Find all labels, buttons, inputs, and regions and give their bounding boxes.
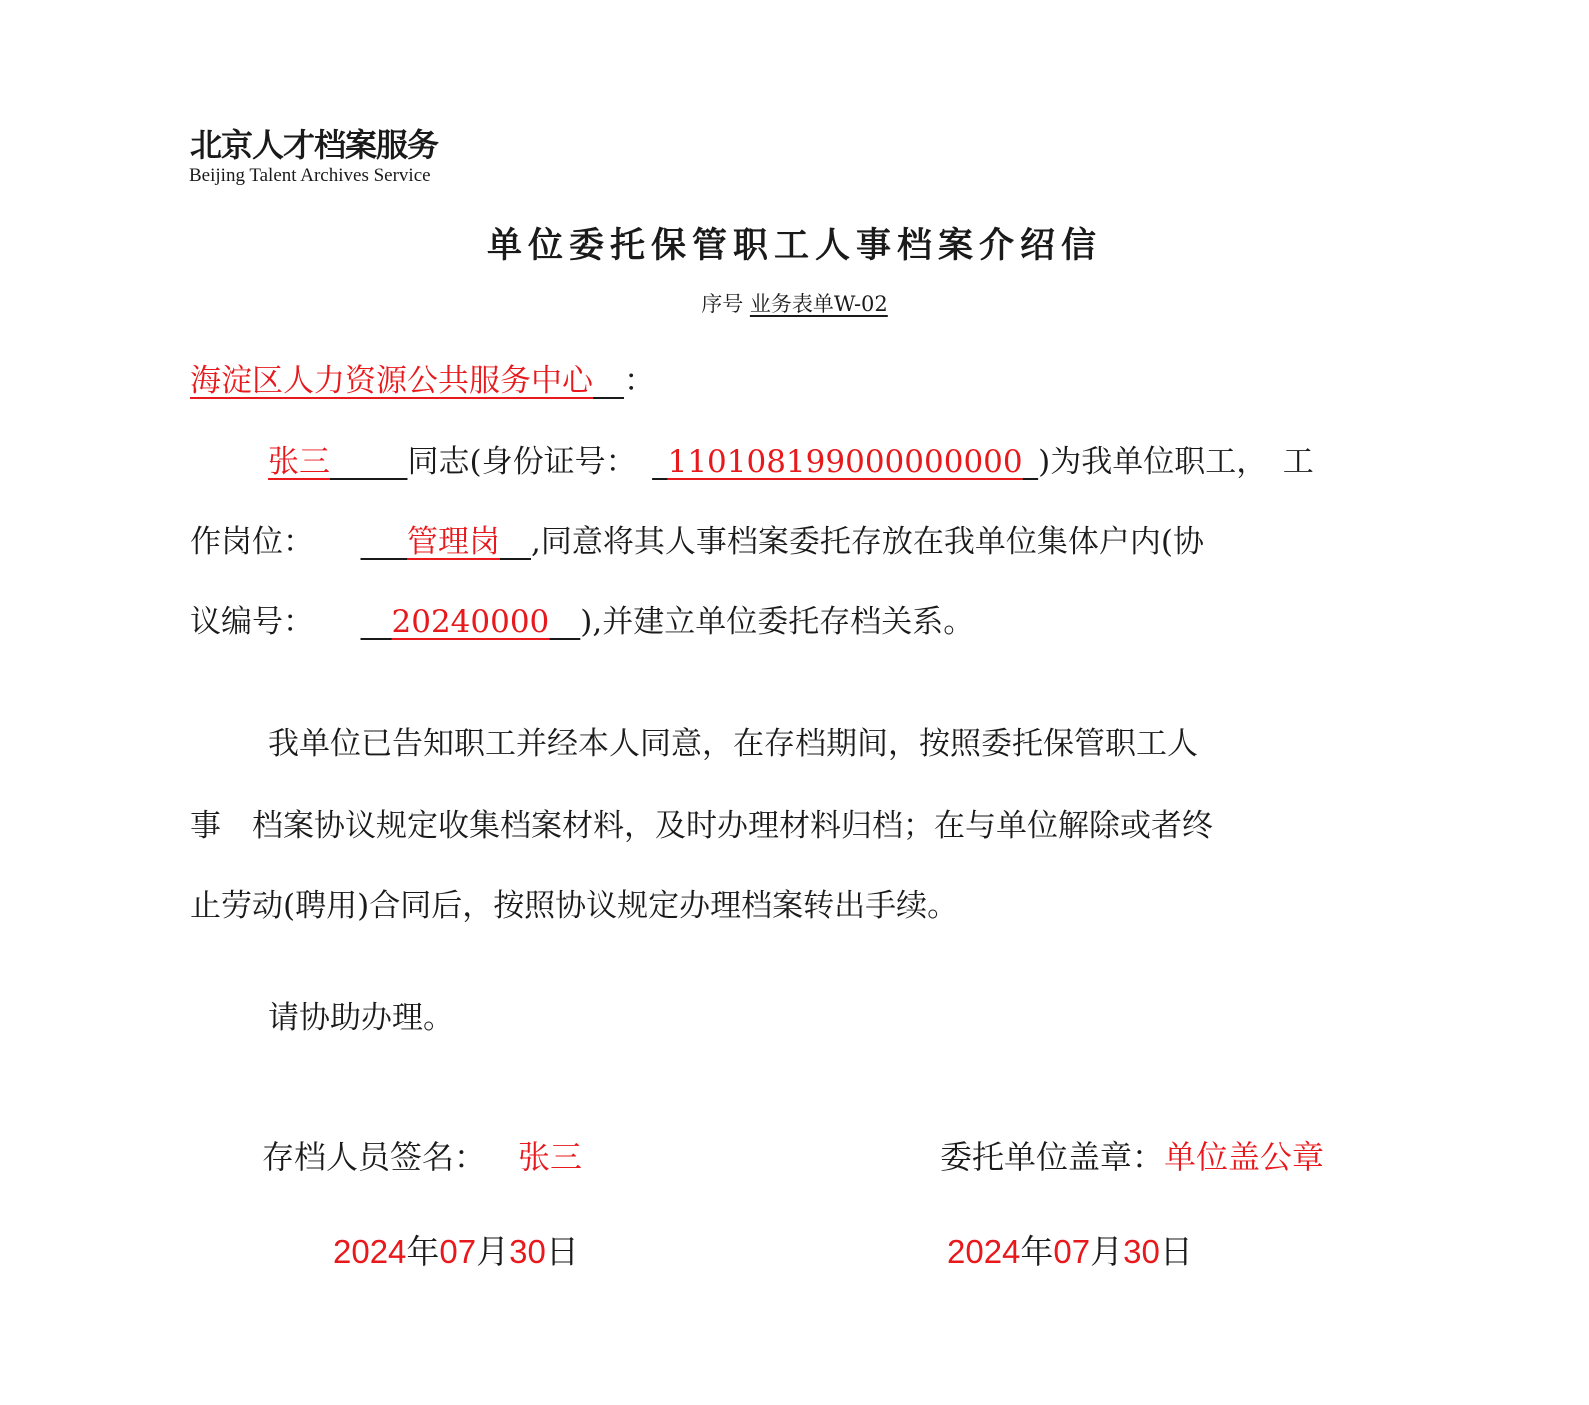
agreement-line <box>190 596 974 641</box>
unit-label: 委托单位盖章： <box>940 1138 1165 1176</box>
left-date-year-unit: 年 <box>406 1232 440 1271</box>
recipient-line <box>190 355 655 400</box>
position-value: 管理岗 <box>407 524 500 560</box>
right-date-year: 2024 <box>947 1233 1021 1270</box>
recipient-colon: ： <box>624 363 655 399</box>
para2-line2: 事 档案协议规定收集档案材料，及时办理材料归档；在与单位解除或者终 <box>190 808 1213 844</box>
serial-value: 业务表单W-02 <box>749 292 888 316</box>
unit-seal <box>940 1132 1324 1178</box>
request-line: 请协助办理。 <box>268 1000 454 1036</box>
para2-line3: 止劳动(聘用)合同后，按照协议规定办理档案转出手续。 <box>190 888 959 924</box>
recipient-name: 海淀区人力资源公共服务中心 <box>190 363 593 399</box>
document-title: 单位委托保管职工人事档案介绍信 <box>486 226 1102 266</box>
agreement-number: 20240000 <box>391 604 550 640</box>
unit-seal-text: 单位盖公章 <box>1164 1138 1325 1176</box>
right-date-day: 30 <box>1123 1233 1160 1270</box>
serial-label: 序号 <box>701 292 744 316</box>
left-date-month-unit: 月 <box>476 1232 510 1271</box>
person-name: 张三 <box>518 1138 583 1176</box>
comrade-prefix: 同志(身份证号： <box>407 444 637 480</box>
right-date-day-unit: 日 <box>1159 1232 1193 1271</box>
person-label: 存档人员签名： <box>262 1138 487 1176</box>
left-date-day-unit: 日 <box>545 1232 579 1271</box>
position-line <box>190 516 1204 561</box>
left-date-month: 07 <box>439 1233 477 1270</box>
org-name-cn: 北京人才档案服务 <box>190 126 439 164</box>
right-date-month: 07 <box>1053 1233 1091 1270</box>
left-date <box>333 1226 579 1273</box>
id-number: 110108199000000000 <box>667 444 1023 480</box>
employee-name: 张三 <box>268 444 330 480</box>
employee-line <box>268 436 1314 481</box>
org-name-en: Beijing Talent Archives Service <box>189 165 431 186</box>
left-date-year: 2024 <box>333 1233 407 1270</box>
para2-line1: 我单位已告知职工并经本人同意，在存档期间，按照委托保管职工人 <box>268 726 1198 762</box>
left-date-day: 30 <box>509 1233 546 1270</box>
archive-person-signature <box>262 1132 582 1178</box>
right-date-month-unit: 月 <box>1090 1232 1124 1271</box>
right-date <box>947 1226 1193 1273</box>
position-prefix: 作岗位： <box>190 524 314 560</box>
serial-number <box>0 288 1589 318</box>
agreement-prefix: 议编号： <box>190 604 314 640</box>
id-suffix: )为我单位职工， 工 <box>1038 444 1314 480</box>
right-date-year-unit: 年 <box>1020 1232 1054 1271</box>
agreement-suffix: ),并建立单位委托存档关系。 <box>580 604 975 640</box>
position-suffix: ,同意将其人事档案委托存放在我单位集体户内(协 <box>531 524 1204 560</box>
